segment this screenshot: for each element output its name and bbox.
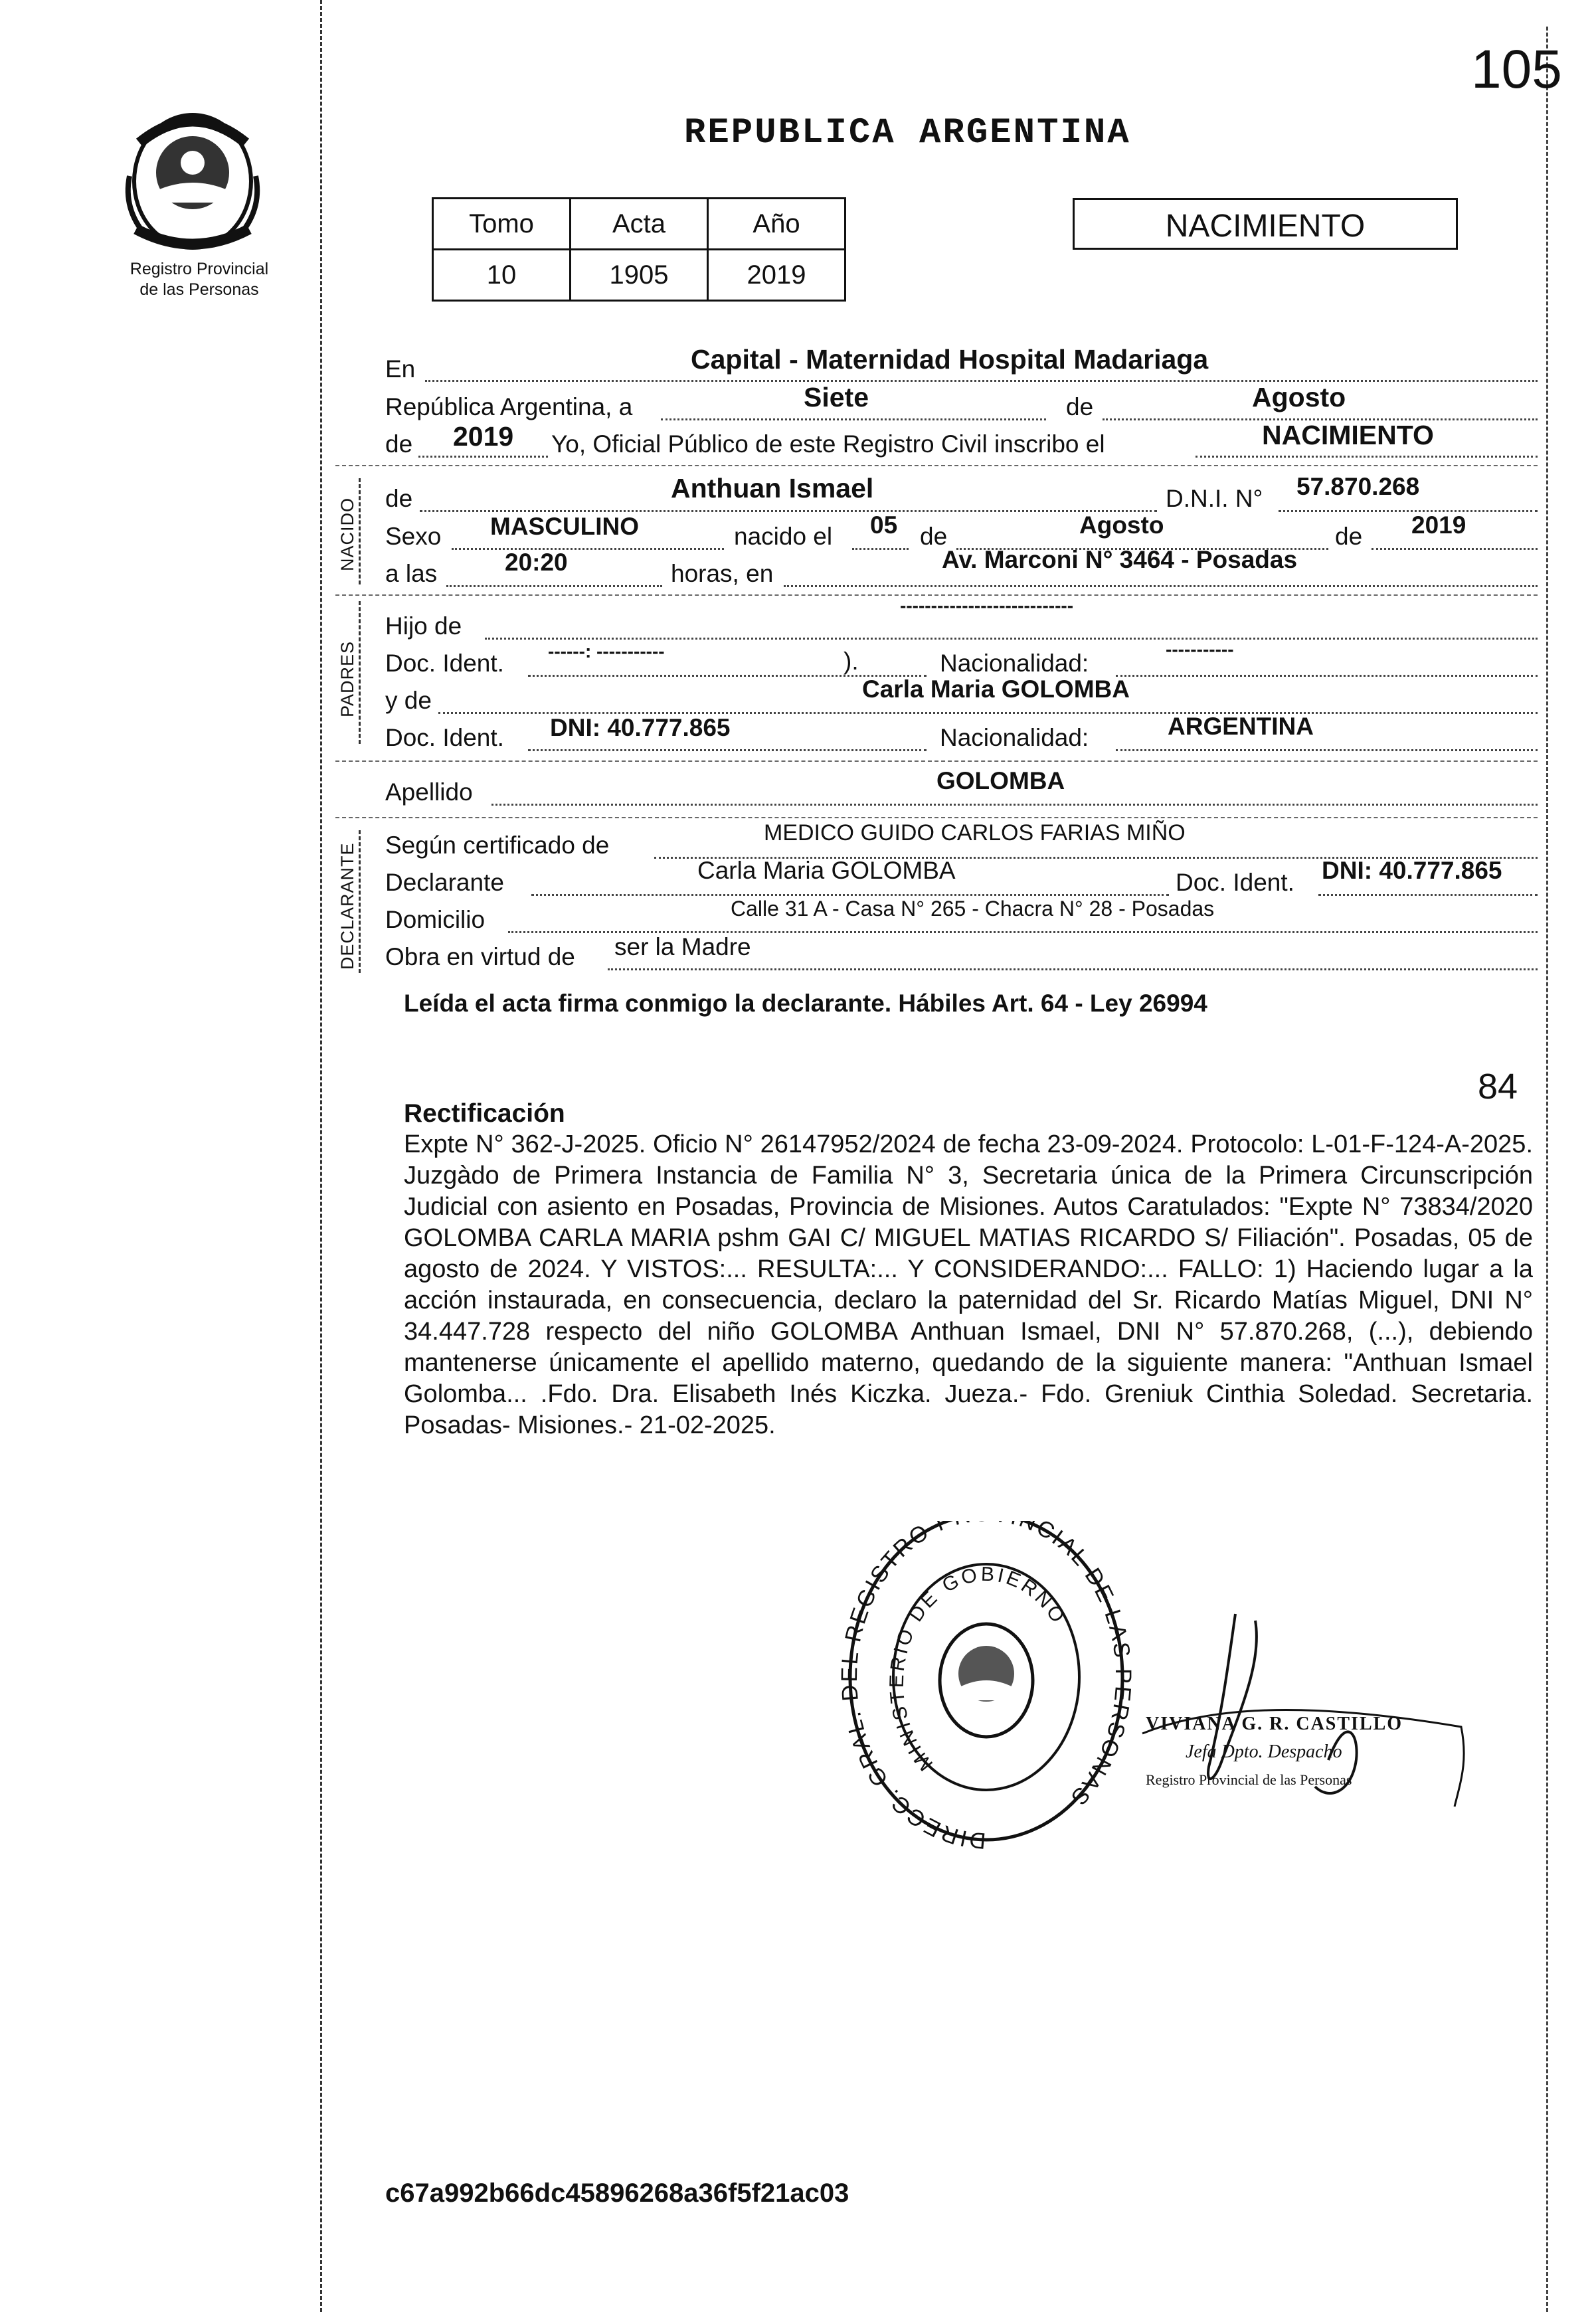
value-dia: Siete (804, 382, 869, 412)
label-apellido: Apellido (385, 778, 473, 806)
label-nacionalidad1: Nacionalidad: (940, 650, 1089, 677)
signer-name: VIVIANA G. R. CASTILLO (1146, 1714, 1403, 1734)
left-margin-line (320, 0, 322, 2312)
act-type: NACIMIENTO (1165, 209, 1366, 244)
label-republica: República Argentina, a (385, 393, 633, 420)
header-anio: Año (708, 199, 845, 250)
value-obra: ser la Madre (614, 933, 751, 960)
dotted-line (528, 749, 927, 751)
dotted-line (452, 548, 724, 550)
value-madre-doc: DNI: 40.777.865 (550, 714, 731, 741)
value-anio: 2019 (453, 421, 514, 452)
dotted-line (852, 548, 909, 550)
label-segun: Según certificado de (385, 832, 610, 859)
dotted-line (1116, 749, 1538, 751)
header-tomo: Tomo (433, 199, 571, 250)
side-label-declarante: DECLARANTE (337, 842, 357, 970)
label-de: de (1066, 393, 1094, 420)
dotted-line (784, 585, 1538, 587)
dotted-line (1318, 894, 1538, 896)
value-madre-nac: ARGENTINA (1168, 713, 1314, 740)
page-number: 105 (1471, 39, 1562, 100)
table-header-row (433, 199, 845, 250)
dotted-line (608, 968, 1538, 970)
dotted-line (661, 418, 1046, 420)
value-sexo: MASCULINO (490, 513, 640, 540)
registry-caption-line1: Registro Provincial (130, 260, 269, 278)
label-de-month: de (920, 523, 948, 550)
tomo-acta-anio-table (432, 197, 846, 302)
label-nacionalidad2: Nacionalidad: (940, 724, 1089, 751)
dotted-line (418, 456, 548, 458)
registry-seal-icon (840, 1521, 1132, 1866)
value-padre-doc-close: ). (843, 648, 859, 675)
label-domicilio: Domicilio (385, 906, 486, 933)
padres-bracket (359, 601, 361, 744)
nacido-bracket (359, 478, 361, 584)
value-nacido-dia: 05 (870, 511, 898, 539)
label-de-year: de (385, 430, 413, 458)
closing-statement: Leída el acta firma conmigo la declarante. Hábiles Art. 64 - Ley 26994 (404, 990, 1207, 1017)
dotted-line (1116, 675, 1538, 677)
signer-office: Registro Provincial de las Personas (1146, 1771, 1352, 1788)
misiones-seal-icon (120, 103, 266, 256)
label-a-las: a las (385, 560, 438, 587)
signer-role: Jefa Dpto. Despacho (1186, 1741, 1342, 1762)
label-nacido-el: nacido el (734, 523, 833, 550)
value-nacido-anio: 2019 (1411, 511, 1466, 539)
right-margin-line (1546, 27, 1548, 2312)
rectificacion-title: Rectificación (404, 1099, 565, 1128)
side-label-padres: PADRES (337, 640, 357, 717)
value-padre-nac: ----------- (1166, 639, 1234, 660)
document-hash: c67a992b66dc45896268a36f5f21ac03 (385, 2179, 849, 2208)
value-tomo: 10 (433, 250, 571, 301)
value-declarante: Carla Maria GOLOMBA (697, 857, 956, 884)
value-acta: 1905 (571, 250, 708, 301)
stamp-outer-text: DIRECC. GRAL. REGISTRO P NCIAL DE LAS RSONAS (840, 1521, 1132, 1854)
dotted-line (1196, 456, 1538, 458)
label-doc-ident2: Doc. Ident. (385, 724, 504, 751)
label-sexo: Sexo (385, 523, 442, 550)
value-declarante-doc: DNI: 40.777.865 (1322, 857, 1502, 884)
rectificacion-body: Expte N° 362-J-2025. Oficio N° 26147952/2024 de fecha 23-09-2024. Protocolo: L-01-F-124-A-2025. Juzgàdo de Primera Instancia de Familia N° 3, Secretaria única de la Primera Circunscripción Judicial con asiento en Posadas, Provincia de Misiones. Autos Caratulados: "Expte N° 73834/2020 GOLOMBA CARLA MARIA pshm GAI C/ MIGUEL MATIAS RICARDO S/ Filiación". Posadas, 05 de agosto de 2024. Y VISTOS:... RESULTA:... Y CONSIDERANDO:... FALLO: 1) Haciendo lugar a la acción instaurada, en consecuencia, declaro la paternidad del Sr. Ricardo Matías Miguel, DNI N° 34.447.728 respecto del niño GOLOMBA Anthuan Ismael, DNI N° 57.870.268, (...), debiendo mantenerse únicamente el apellido materno, quedando de la siguiente manera: "Anthuan Ismael Golomba... .Fdo. Dra. Elisabeth Inés Kiczka. Jueza.- Fdo. Greniuk Cinthia Soledad. Secretaria. Posadas- Misiones.- 21-02-2025. (404, 1130, 1533, 1439)
value-madre: Carla Maria GOLOMBA (862, 675, 1130, 703)
value-nacido-mes: Agosto (1079, 511, 1164, 539)
label-en: En (385, 355, 416, 383)
dotted-line (485, 638, 1538, 640)
header-acta: Acta (571, 199, 708, 250)
stamp-inner-text: MINISTERIO DE GOBIERNO (885, 1563, 1071, 1775)
dotted-line (446, 585, 662, 587)
side-label-nacido: NACIDO (337, 497, 357, 571)
dotted-line (1279, 510, 1538, 512)
label-horas-en: horas, en (671, 560, 774, 587)
label-de-name: de (385, 485, 413, 512)
dotted-line (420, 510, 1157, 512)
dotted-line (1372, 548, 1538, 550)
label-doc-ident3: Doc. Ident. (1176, 869, 1294, 896)
section-separator (335, 817, 1538, 818)
declarante-bracket (359, 830, 361, 973)
dotted-line (531, 894, 1169, 896)
value-apellido: GOLOMBA (936, 767, 1065, 794)
value-mes: Agosto (1252, 382, 1346, 412)
dotted-line (491, 804, 1538, 806)
dotted-line (425, 380, 1538, 382)
registry-caption (110, 259, 289, 300)
label-yo: Yo, Oficial Público de este Registro Civil inscribo el (551, 430, 1105, 458)
value-certificado: MEDICO GUIDO CARLOS FARIAS MIÑO (764, 820, 1186, 845)
label-de-year2: de (1335, 523, 1363, 550)
value-nombre: Anthuan Ismael (671, 473, 874, 503)
official-stamp (840, 1521, 1132, 1870)
label-obra: Obra en virtud de (385, 943, 575, 970)
signature-stamp (1146, 1710, 1403, 1794)
value-padre: ---------------------------- (900, 595, 1074, 616)
section-separator (335, 465, 1538, 466)
section-separator (335, 760, 1538, 762)
label-y-de: y de (385, 687, 432, 714)
province-logo (120, 103, 266, 256)
value-lugar: Capital - Maternidad Hospital Madariaga (691, 344, 1209, 375)
value-dni: 57.870.268 (1296, 473, 1420, 500)
value-acto: NACIMIENTO (1262, 420, 1434, 450)
margin-number: 84 (1478, 1067, 1518, 1107)
label-declarante: Declarante (385, 869, 504, 896)
value-domicilio: Calle 31 A - Casa N° 265 - Chacra N° 28 - Posadas (731, 897, 1215, 921)
document-title: REPUBLICA ARGENTINA (684, 113, 1131, 153)
label-doc-ident1: Doc. Ident. (385, 650, 504, 677)
value-anio: 2019 (708, 250, 845, 301)
label-hijo-de: Hijo de (385, 612, 462, 640)
table-value-row (433, 250, 845, 301)
value-padre-doc: ------: ----------- (548, 641, 665, 662)
value-hora: 20:20 (505, 549, 568, 576)
act-type-box (1073, 198, 1458, 250)
value-direccion-nac: Av. Marconi N° 3464 - Posadas (942, 546, 1298, 573)
registry-caption-line2: de las Personas (139, 280, 259, 299)
label-dni: D.N.I. N° (1166, 485, 1263, 512)
